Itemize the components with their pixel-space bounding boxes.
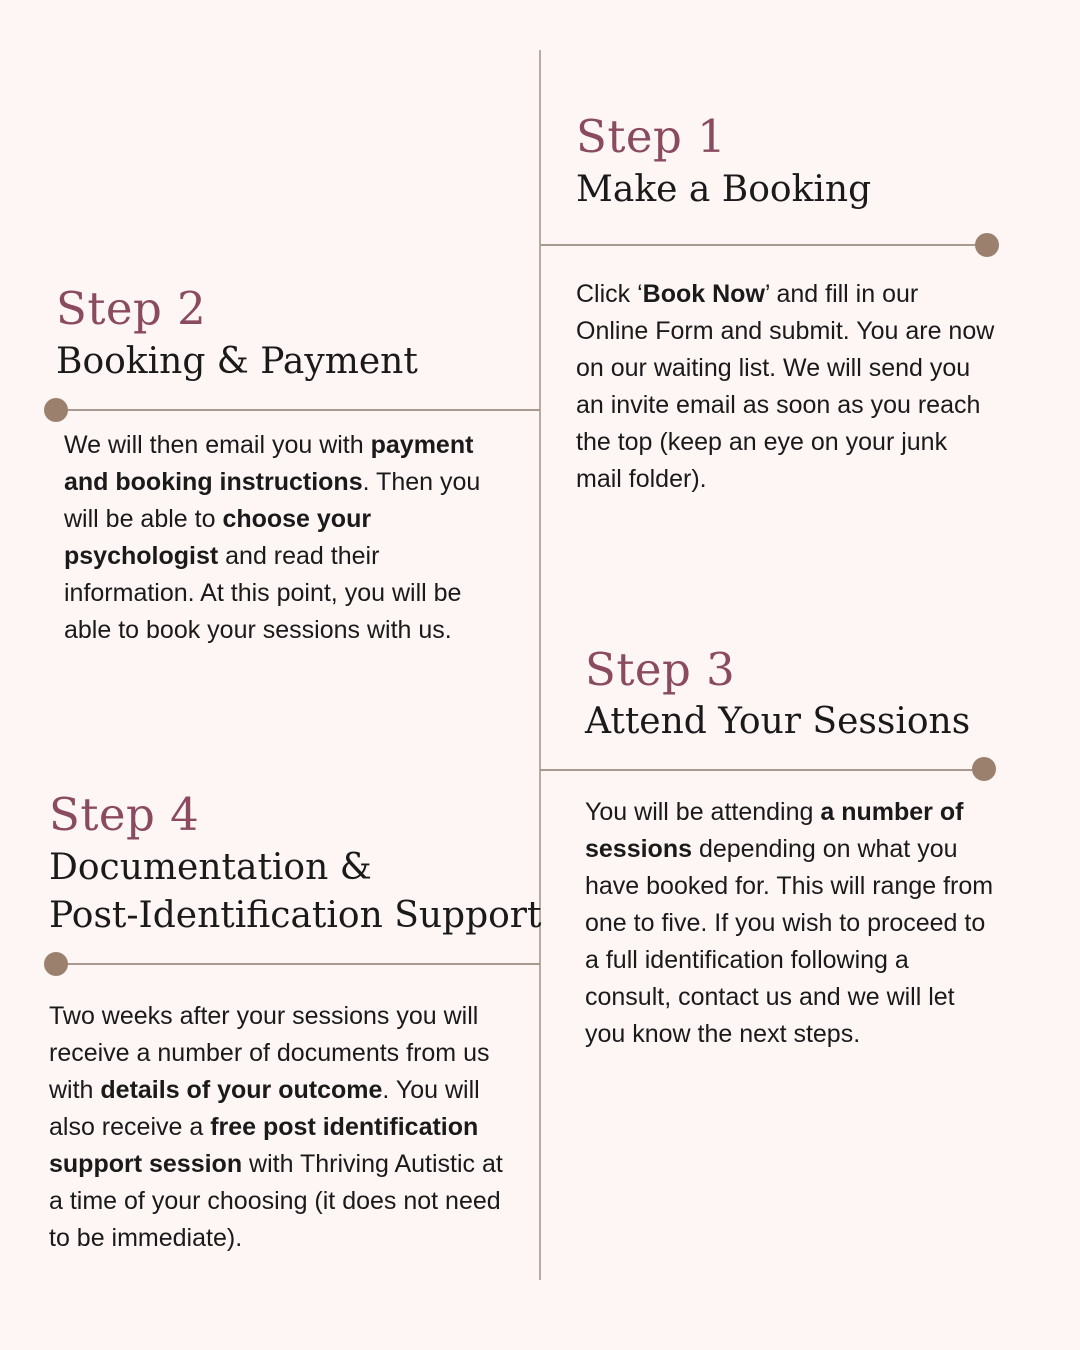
step-2-title: Booking & Payment	[56, 341, 418, 382]
step-2-dot	[44, 398, 68, 422]
description-text-run: depending on what you have booked for. This will range from one to five. If you wish to proceed to a full identification following a consult, contact us and we will let you know the next steps.	[585, 835, 994, 1048]
description-text-run: . You will also receive a	[49, 1076, 480, 1141]
step-4-description	[49, 998, 519, 1257]
description-text-run: Book Now	[642, 280, 765, 308]
description-text-run: with Thriving Autistic at a time of your choosing (it does not need to be immediate).	[49, 1150, 503, 1252]
description-text-run: free post identification support session	[49, 1113, 479, 1178]
step-3-dot	[972, 757, 996, 781]
description-text-run: and read their information. At this point, you will be able to book your sessions with us.	[64, 542, 462, 644]
description-text-run: details of your outcome	[100, 1076, 383, 1104]
step-3-number: Step 3	[585, 643, 736, 696]
description-text-run: choose your psychologist	[64, 505, 372, 570]
step-4-dot	[44, 952, 68, 976]
description-text-run: a number of sessions	[585, 798, 964, 863]
step-3-connector-line	[540, 769, 985, 771]
description-text-run: . Then you will be able to	[64, 468, 481, 533]
step-1-number: Step 1	[576, 110, 727, 163]
step-1-title: Make a Booking	[576, 169, 872, 210]
step-3-description	[585, 794, 995, 1053]
step-4-number: Step 4	[49, 788, 200, 841]
step-4-title-line-2: Post-Identification Support	[49, 895, 542, 936]
step-1-dot	[975, 233, 999, 257]
description-text-run: payment and booking instructions	[64, 431, 474, 496]
description-text-run: Two weeks after your sessions you will receive a number of documents from us with	[49, 1002, 490, 1104]
step-1-description	[576, 276, 996, 498]
step-4-connector-line	[55, 963, 540, 965]
step-1-connector-line	[540, 244, 988, 246]
description-text-run: Click ‘	[576, 280, 643, 308]
timeline-vertical-line	[539, 50, 541, 1280]
step-4-title-line-1: Documentation &	[49, 847, 372, 888]
description-text-run: ’ and fill in our Online Form and submit. You are now on our waiting list. We will send you an invite email as soon as you reach the top (keep an eye on your junk mail folder).	[576, 280, 995, 493]
step-2-number: Step 2	[56, 282, 207, 335]
step-2-description	[64, 427, 504, 649]
description-text-run: You will be attending	[585, 798, 821, 826]
step-2-connector-line	[55, 409, 540, 411]
step-3-title: Attend Your Sessions	[585, 701, 971, 742]
description-text-run: We will then email you with	[64, 431, 371, 459]
